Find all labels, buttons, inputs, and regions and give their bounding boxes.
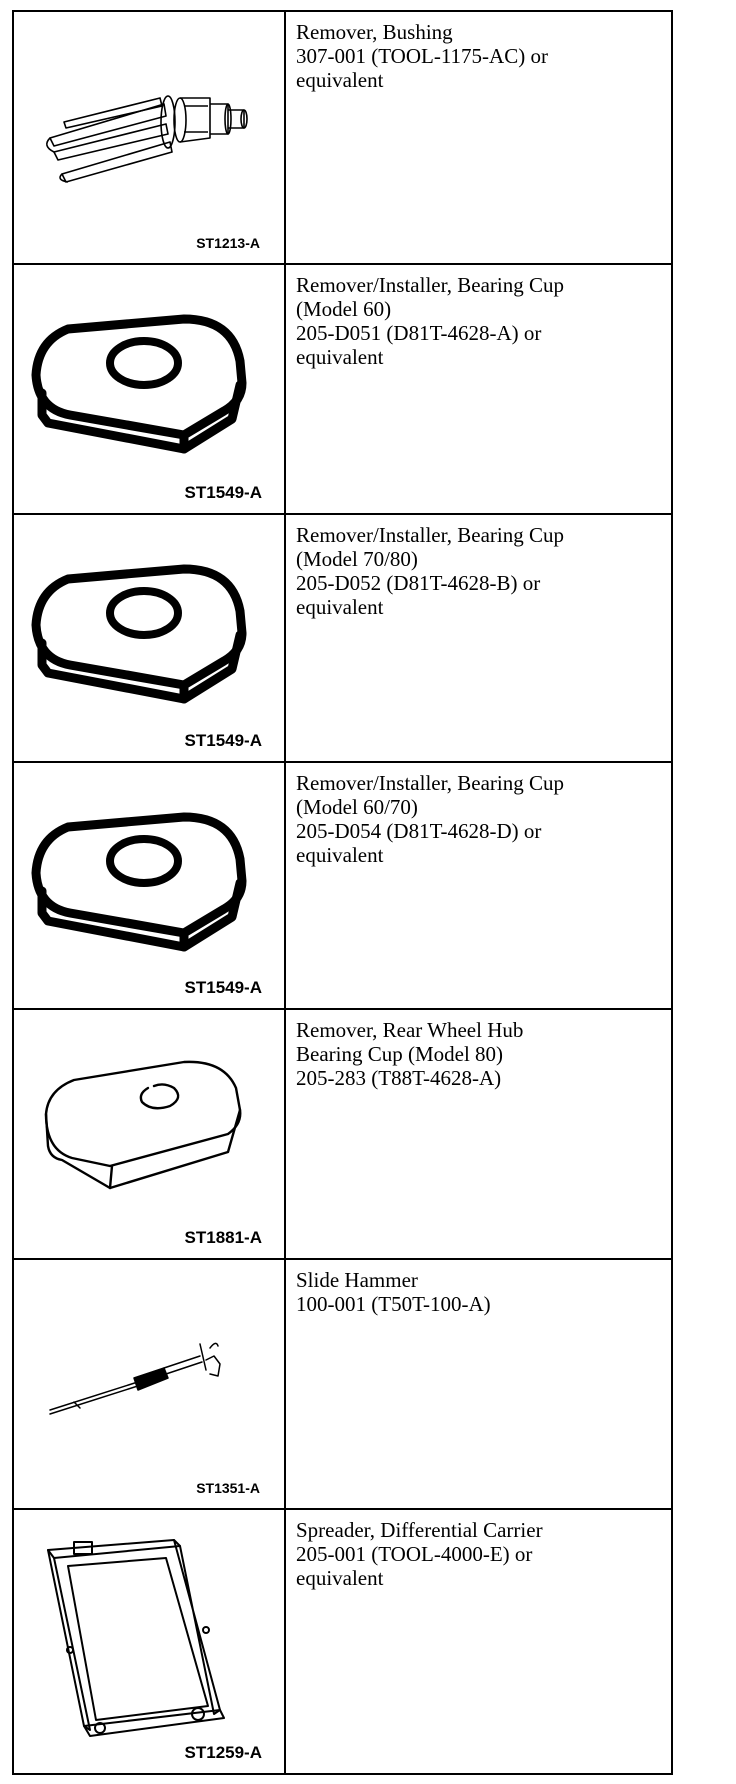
table-row <box>13 264 672 514</box>
tool-name: Remover/Installer, Bearing Cup <box>296 273 565 297</box>
table-row <box>13 1509 672 1774</box>
figure-code: ST1259-A <box>184 1743 262 1762</box>
tool-name: Remover, Bushing <box>296 20 453 44</box>
tool-illustration-cell <box>13 1259 285 1509</box>
tool-illustration-cell <box>13 762 285 1009</box>
table-row <box>13 1259 672 1509</box>
tool-note: equivalent <box>296 595 384 619</box>
figure-code: ST1549-A <box>184 731 262 750</box>
slide-hammer-illustration <box>14 1260 284 1508</box>
tool-number: 205-283 (T88T-4628-A) <box>296 1066 502 1090</box>
tool-description-cell <box>285 264 672 514</box>
table-row <box>13 762 672 1009</box>
tool-illustration-cell <box>13 11 285 264</box>
figure-code: ST1549-A <box>184 978 262 997</box>
tool-illustration-cell <box>13 1509 285 1774</box>
tool-name: Remover/Installer, Bearing Cup <box>296 523 565 547</box>
tool-number: 100-001 (T50T-100-A) <box>296 1292 491 1316</box>
tool-number: 205-D052 (D81T-4628-B) or <box>296 571 541 595</box>
tool-description-cell <box>285 1509 672 1774</box>
bearing-cup-tool-illustration <box>14 515 284 761</box>
tool-description-cell <box>285 762 672 1009</box>
tool-name: Spreader, Differential Carrier <box>296 1518 543 1542</box>
tool-number: 205-D051 (D81T-4628-A) or <box>296 321 542 345</box>
bushing-remover-illustration <box>14 12 284 263</box>
bearing-cup-tool-illustration <box>14 763 284 1008</box>
tool-note: equivalent <box>296 68 384 92</box>
tool-illustration-cell <box>13 264 285 514</box>
tool-illustration-cell <box>13 514 285 762</box>
figure-code: ST1549-A <box>184 483 262 502</box>
tool-note: equivalent <box>296 345 384 369</box>
tool-model: (Model 70/80) <box>296 547 418 571</box>
bearing-cup-tool-illustration <box>14 265 284 513</box>
tool-model: (Model 60) <box>296 297 392 321</box>
special-tools-table <box>12 10 673 1775</box>
tool-number: 205-001 (TOOL-4000-E) or <box>296 1542 533 1566</box>
tool-name: Remover/Installer, Bearing Cup <box>296 771 565 795</box>
tool-name: Remover, Rear Wheel Hub <box>296 1018 524 1042</box>
table-row <box>13 1009 672 1259</box>
tool-name-continued: Bearing Cup (Model 80) <box>296 1042 504 1066</box>
tool-description-cell <box>285 1259 672 1509</box>
tool-model: (Model 60/70) <box>296 795 418 819</box>
hub-cup-remover-illustration <box>14 1010 284 1258</box>
figure-code: ST1213-A <box>196 235 260 251</box>
tool-description-cell <box>285 514 672 762</box>
tool-description-cell <box>285 11 672 264</box>
tool-description-cell <box>285 1009 672 1259</box>
carrier-spreader-illustration <box>14 1510 284 1773</box>
tool-note: equivalent <box>296 1566 384 1590</box>
table-row <box>13 514 672 762</box>
tool-number: 205-D054 (D81T-4628-D) or <box>296 819 542 843</box>
table-row <box>13 11 672 264</box>
tool-number: 307-001 (TOOL-1175-AC) or <box>296 44 548 68</box>
tool-note: equivalent <box>296 843 384 867</box>
tool-name: Slide Hammer <box>296 1268 418 1292</box>
tool-illustration-cell <box>13 1009 285 1259</box>
figure-code: ST1351-A <box>196 1480 260 1496</box>
figure-code: ST1881-A <box>184 1228 262 1247</box>
